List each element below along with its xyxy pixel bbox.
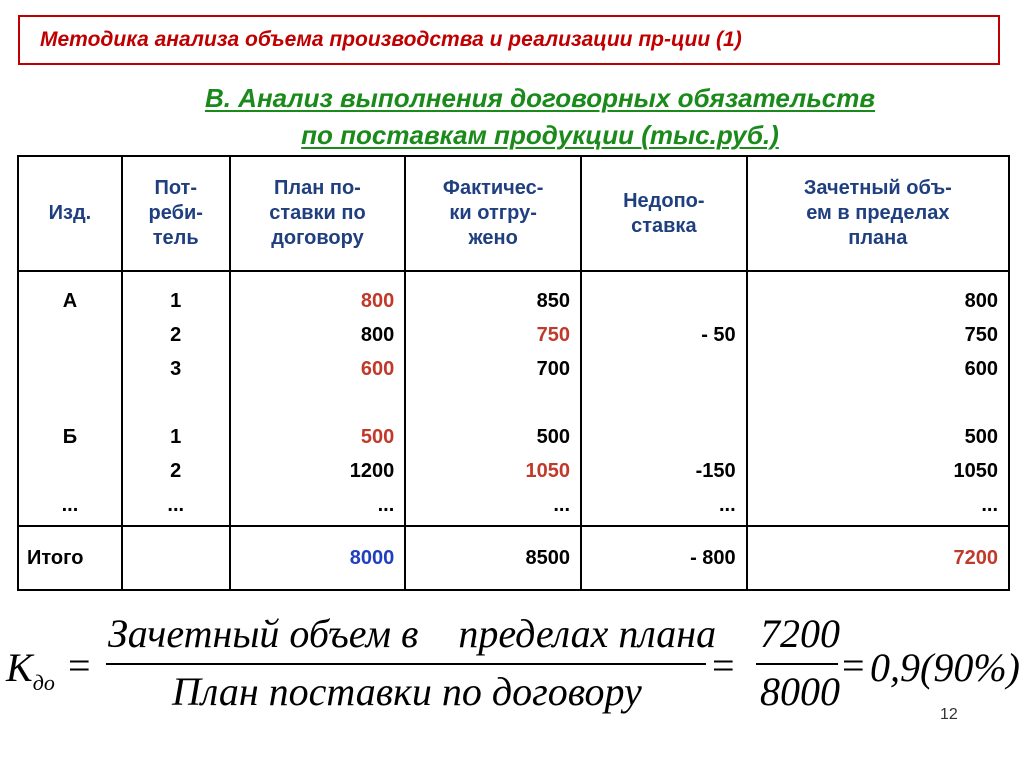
formula-denominator: План поставки по договору <box>172 669 642 714</box>
coefficient-formula <box>0 606 1024 716</box>
delivery-table <box>17 155 1010 591</box>
total-shortfall: - 800 <box>581 526 747 590</box>
cell-shortfall: - 50 -150 ... <box>581 271 747 526</box>
total-consumer <box>122 526 230 590</box>
subtitle-line-1: В. Анализ выполнения договорных обязательств <box>204 83 876 113</box>
cell-products: А Б ... <box>18 271 122 526</box>
subtitle-line-2: по поставкам продукции (тыс.руб.) <box>301 120 779 150</box>
formula-k: $K_{до}$ <box>6 645 55 695</box>
total-label: Итого <box>18 526 122 590</box>
formula-equals-2: = <box>712 643 735 688</box>
formula-result: 0,9(90%) <box>870 645 1020 690</box>
header-shortfall: Недопо- ставка <box>581 156 747 271</box>
formula-equals-1: = <box>68 643 91 688</box>
table-total-row <box>18 526 1009 590</box>
table-row <box>18 271 1009 526</box>
cell-actual: 850 750 700 500 1050 ... <box>405 271 581 526</box>
table-header-row <box>18 156 1009 271</box>
slide-title: Методика анализа объема производства и реализации пр-ции (1) <box>18 15 1000 65</box>
header-credited: Зачетный объ- ем в пределах плана <box>747 156 1009 271</box>
cell-consumers: 1 2 3 1 2 ... <box>122 271 230 526</box>
formula-fraction-denominator: 8000 <box>760 669 840 714</box>
formula-numerator: Зачетный объем в пределах плана <box>108 611 717 656</box>
header-product: Изд. <box>18 156 122 271</box>
header-consumer: Пот- реби- тель <box>122 156 230 271</box>
formula-fraction-numerator: 7200 <box>760 611 840 656</box>
formula-equals-3: = <box>842 643 865 688</box>
total-actual: 8500 <box>405 526 581 590</box>
header-plan: План по- ставки по договору <box>230 156 406 271</box>
total-plan: 8000 <box>230 526 406 590</box>
total-credited: 7200 <box>747 526 1009 590</box>
cell-credited: 800 750 600 500 1050 ... <box>747 271 1009 526</box>
section-subtitle <box>60 80 1020 154</box>
cell-plan: 800 800 600 500 1200 ... <box>230 271 406 526</box>
header-actual: Фактичес- ки отгру- жено <box>405 156 581 271</box>
formula-fraction-line-2 <box>756 663 838 665</box>
page-number: 12 <box>940 706 958 723</box>
formula-fraction-line-1 <box>106 663 706 665</box>
formula-k-subscript: до <box>32 670 55 695</box>
